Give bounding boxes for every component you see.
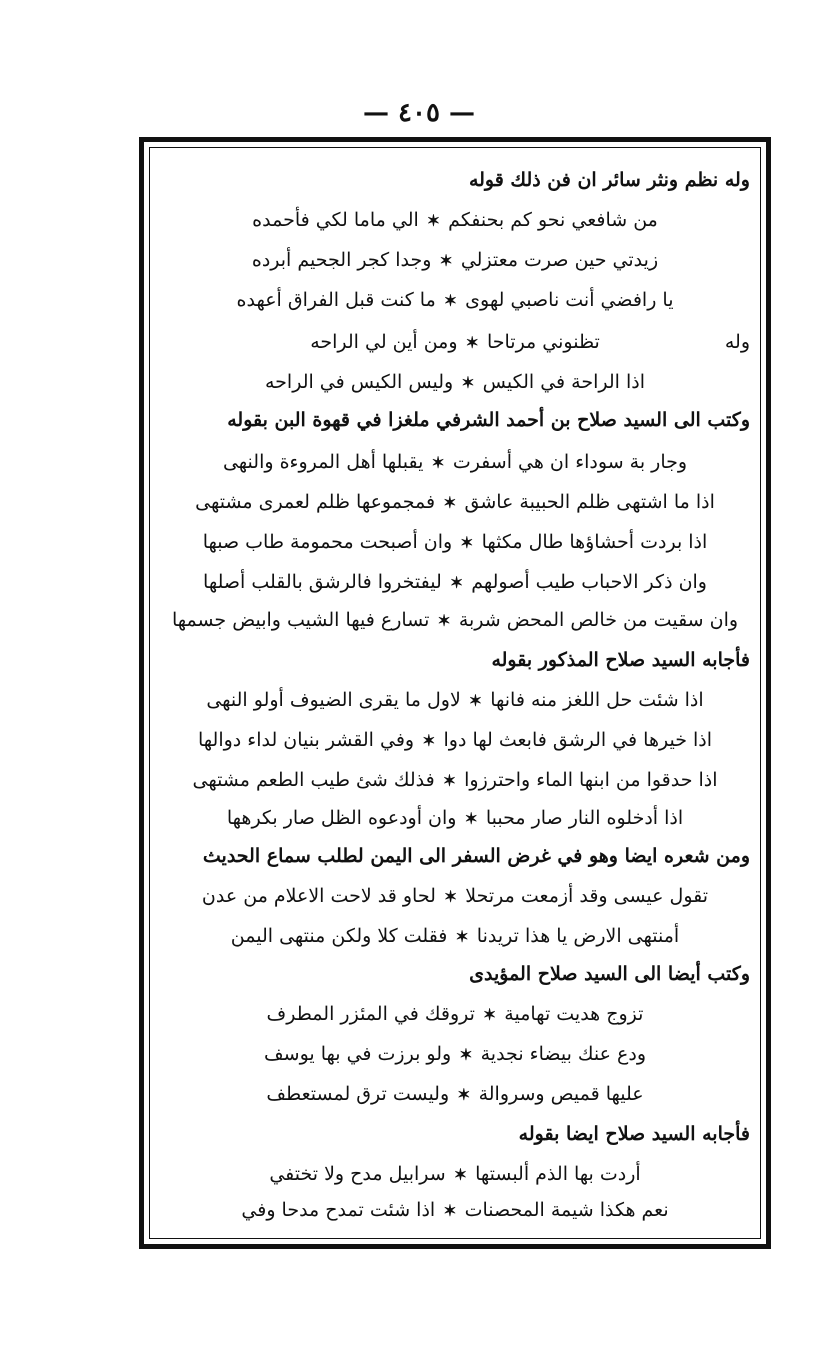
verse-line: [160, 572, 750, 598]
star-separator-icon: ✶: [465, 333, 479, 352]
verse-line: [160, 610, 750, 636]
verse-hemistich-second: وان أصبحت محمومة طاب صبها: [202, 531, 453, 553]
verse-hemistich-first: اذا الراحة في الكيس: [482, 371, 645, 393]
verse-line: [160, 250, 750, 276]
verse-hemistich-first: اذا بردت أحشاؤها طال مكثها: [481, 531, 708, 553]
verse-line: [160, 532, 750, 558]
verse-hemistich-second: ليفتخروا فالرشق بالقلب أصلها: [203, 571, 442, 593]
star-separator-icon: ✶: [460, 533, 474, 552]
verse-line: [160, 808, 750, 834]
verse-hemistich-second: فمجموعها ظلم لعمرى مشتهى: [195, 491, 436, 513]
verse-hemistich-first: تزوج هديت تهامية: [504, 1003, 644, 1025]
text-body: [160, 152, 750, 1232]
star-separator-icon: ✶: [457, 1085, 471, 1104]
star-separator-icon: ✶: [455, 927, 469, 946]
verse-hemistich-second: يقبلها أهل المروءة والنهى: [222, 451, 424, 473]
verse-hemistich-first: اذا ما اشتهى ظلم الحبيبة عاشق: [464, 491, 715, 513]
star-separator-icon: ✶: [442, 771, 457, 790]
verse-line: [160, 210, 750, 236]
star-separator-icon: ✶: [422, 731, 436, 750]
verse-hemistich-second: سرابيل مدح ولا تختفي: [269, 1163, 446, 1185]
section-heading: وكتب أيضا الى السيد صلاح المؤيدى: [469, 963, 750, 985]
verse-line: [160, 332, 750, 358]
section-heading: فأجابه السيد صلاح المذكور بقوله: [491, 649, 750, 671]
verse-line: [160, 770, 750, 796]
verse-hemistich-first: يا رافضي أنت ناصبي لهوى: [465, 289, 674, 311]
verse-hemistich-second: ومن أين لي الراحه: [310, 331, 458, 353]
star-separator-icon: ✶: [461, 373, 475, 392]
star-separator-icon: ✶: [439, 251, 453, 270]
verse-line: [160, 1004, 750, 1030]
verse-line: [160, 886, 750, 912]
verse-hemistich-second: وان أودعوه الظل صار بكرهها: [226, 807, 457, 829]
verse-hemistich-second: لحاو قد لاحت الاعلام من عدن: [201, 885, 436, 907]
verse-hemistich-first: نعم هكذا شيمة المحصنات: [464, 1199, 669, 1221]
star-separator-icon: ✶: [453, 1165, 468, 1184]
verse-hemistich-second: وفي القشر بنيان لداء دوالها: [198, 729, 415, 751]
verse-line: [160, 1164, 750, 1190]
verse-hemistich-second: اذا شئت تمدح مدحا وفي: [241, 1199, 436, 1221]
verse-hemistich-first: ودع عنك بيضاء نجدية: [480, 1043, 647, 1065]
verse-hemistich-second: وجدا كجر الجحيم أبرده: [251, 249, 432, 271]
verse-hemistich-second: وليس الكيس في الراحه: [265, 371, 454, 393]
verse-hemistich-first: تظنوني مرتاحا: [486, 331, 600, 353]
verse-line: [160, 690, 750, 716]
verse-hemistich-second: تسارع فيها الشيب وابيض جسمها: [171, 609, 430, 631]
verse-hemistich-first: اذا أدخلوه النار صار محببا: [485, 807, 684, 829]
section-heading: ومن شعره ايضا وهو في غرض السفر الى اليمن لطلب سماع الحديث: [202, 845, 750, 867]
star-separator-icon: ✶: [443, 291, 458, 310]
star-separator-icon: ✶: [464, 809, 478, 828]
star-separator-icon: ✶: [482, 1005, 497, 1024]
section-heading: وكتب الى السيد صلاح بن أحمد الشرفي ملغزا في قهوة البن بقوله: [227, 409, 750, 431]
section-heading: فأجابه السيد صلاح ايضا بقوله: [518, 1123, 750, 1145]
star-separator-icon: ✶: [443, 887, 458, 906]
star-separator-icon: ✶: [443, 493, 457, 512]
verse-hemistich-second: تروقك في المئزر المطرف: [266, 1003, 475, 1025]
section-heading: وله نظم ونثر سائر ان فن ذلك قوله: [468, 169, 750, 191]
verse-line: [160, 926, 750, 952]
star-separator-icon: ✶: [426, 211, 441, 230]
verse-line: [160, 492, 750, 518]
verse-hemistich-second: لاول ما يقرى الضيوف أولو النهى: [206, 689, 461, 711]
verse-hemistich-second: الي ماما لكي فأحمده: [252, 209, 419, 231]
verse-line: [160, 290, 750, 316]
star-separator-icon: ✶: [443, 1201, 457, 1220]
verse-hemistich-second: فذلك شئ طيب الطعم مشتهى: [192, 769, 435, 791]
verse-hemistich-first: وجار بة سوداء ان هي أسفرت: [452, 451, 688, 473]
verse-line: [160, 730, 750, 756]
verse-hemistich-first: زيدتي حين صرت معتزلي: [460, 249, 659, 271]
verse-hemistich-first: اذا شئت حل اللغز منه فانها: [490, 689, 704, 711]
verse-line: [160, 372, 750, 398]
verse-hemistich-first: عليها قميص وسروالة: [478, 1083, 644, 1105]
verse-hemistich-second: ولو برزت في بها يوسف: [263, 1043, 452, 1065]
star-separator-icon: ✶: [449, 573, 464, 592]
verse-hemistich-second: ما كنت قبل الفراق أعهده: [236, 289, 436, 311]
verse-hemistich-second: فقلت كلا ولكن منتهى اليمن: [230, 925, 448, 947]
verse-line: [160, 1084, 750, 1110]
verse-line: [160, 1044, 750, 1070]
verse-line: [160, 452, 750, 478]
star-separator-icon: ✶: [437, 611, 451, 630]
verse-hemistich-first: أردت بها الذم ألبستها: [475, 1163, 641, 1185]
verse-hemistich-first: وان ذكر الاحباب طيب أصولهم: [471, 571, 707, 593]
verse-hemistich-first: اذا حدقوا من ابنها الماء واحترزوا: [464, 769, 718, 791]
verse-line: [160, 1200, 750, 1226]
star-separator-icon: ✶: [468, 691, 483, 710]
verse-hemistich-first: وان سقيت من خالص المحض شربة: [458, 609, 739, 631]
verse-hemistich-second: وليست ترق لمستعطف: [266, 1083, 450, 1105]
verse-prefix: وله: [724, 331, 750, 353]
page-number: — ٤٠٥ —: [362, 98, 476, 128]
verse-hemistich-first: أمنتهى الارض يا هذا تريدنا: [476, 925, 680, 947]
verse-hemistich-first: من شافعي نحو كم بحنفكم: [448, 209, 658, 231]
verse-hemistich-first: اذا خيرها في الرشق فابعث لها دوا: [443, 729, 712, 751]
star-separator-icon: ✶: [431, 453, 445, 472]
verse-hemistich-first: تقول عيسى وقد أزمعت مرتحلا: [465, 885, 709, 907]
star-separator-icon: ✶: [459, 1045, 473, 1064]
